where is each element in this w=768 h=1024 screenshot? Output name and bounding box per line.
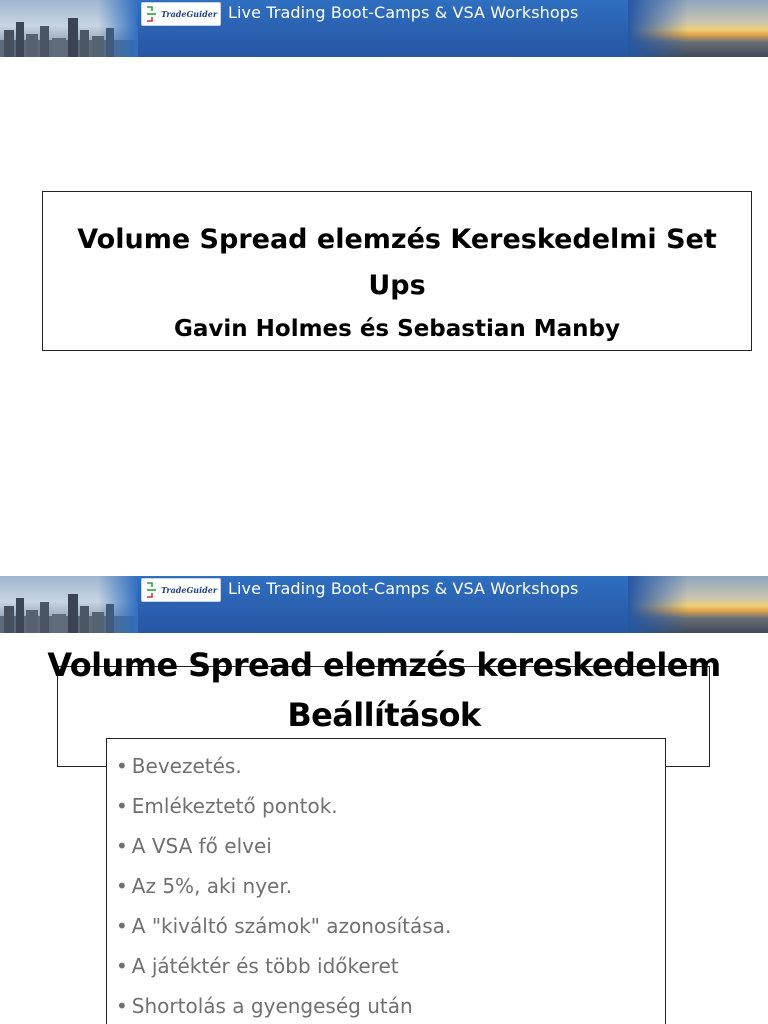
agenda-item: [116, 869, 451, 909]
bullet-icon: •: [116, 794, 128, 818]
bullet-icon: •: [116, 914, 128, 938]
city-skyline-image: [0, 0, 138, 57]
agenda-item-text: A VSA fő elvei: [131, 834, 272, 858]
agenda-item: [116, 989, 451, 1024]
logo-arrows-icon: [145, 5, 159, 23]
bullet-icon: •: [116, 954, 128, 978]
agenda-item-text: Az 5%, aki nyer.: [131, 874, 293, 898]
sunset-image: [628, 0, 768, 57]
agenda-list: [116, 749, 451, 1024]
slide-2: [0, 576, 768, 1024]
bullet-icon: •: [116, 834, 128, 858]
agenda-item: [116, 949, 451, 989]
agenda-item: [116, 789, 451, 829]
city-skyline-image: [0, 576, 138, 633]
agenda-box: [106, 738, 666, 1024]
agenda-item: [116, 909, 451, 949]
sunset-image: [628, 576, 768, 633]
tradeguider-logo: [141, 578, 221, 602]
bullet-icon: •: [116, 754, 128, 778]
slide-title: [0, 640, 768, 740]
agenda-item-text: A "kiváltó számok" azonosítása.: [131, 914, 452, 938]
agenda-item-text: Emlékeztető pontok.: [131, 794, 338, 818]
agenda-item-text: A játéktér és több időkeret: [131, 954, 399, 978]
slide-title-line-2: Beállítások: [287, 696, 481, 734]
agenda-item: [116, 749, 451, 789]
bullet-icon: •: [116, 874, 128, 898]
title-box: [42, 191, 752, 351]
presentation-authors: Gavin Holmes és Sebastian Manby: [173, 316, 620, 342]
banner-title: Live Trading Boot-Camps & VSA Workshops: [228, 3, 579, 22]
slide-title-line-1: Volume Spread elemzés kereskedelem: [47, 646, 721, 684]
tradeguider-logo: [141, 2, 221, 26]
agenda-item-text: Bevezetés.: [131, 754, 242, 778]
logo-arrows-icon: [145, 581, 159, 599]
agenda-item-text: Shortolás a gyengeség után: [131, 994, 413, 1018]
presentation-title: Volume Spread elemzés Kereskedelmi Set Ups: [77, 224, 717, 301]
logo-text: TradeGuider: [161, 9, 218, 19]
logo-text: TradeGuider: [161, 585, 218, 595]
bullet-icon: •: [116, 994, 128, 1018]
banner-title: Live Trading Boot-Camps & VSA Workshops: [228, 579, 579, 598]
agenda-item: [116, 829, 451, 869]
header-banner: [0, 576, 768, 633]
header-banner: [0, 0, 768, 57]
